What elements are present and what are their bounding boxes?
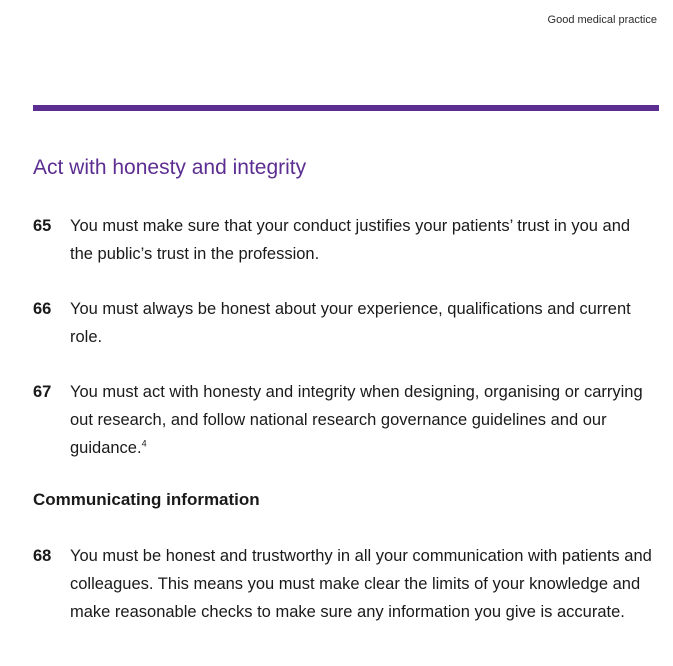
paragraph-66 bbox=[33, 295, 653, 351]
paragraph-text: You must be honest and trustworthy in all your communication with patients and colleagues. This means you must make clear the limits of your knowledge and make reasonable checks to make sure any information you give is accurate. bbox=[70, 547, 652, 621]
paragraph-text: You must always be honest about your experience, qualifications and current role. bbox=[70, 300, 631, 346]
subheading-communicating-information: Communicating information bbox=[33, 490, 260, 509]
paragraph-number: 68 bbox=[33, 547, 52, 565]
paragraph-text-wrapper bbox=[70, 378, 653, 462]
paragraph-text: You must make sure that your conduct justifies your patients’ trust in you and the public’s trust in the profession. bbox=[70, 217, 631, 263]
running-header: Good medical practice bbox=[547, 14, 657, 26]
paragraph-number: 66 bbox=[33, 300, 52, 318]
paragraph-number: 67 bbox=[33, 383, 52, 401]
paragraph-67 bbox=[33, 378, 653, 462]
paragraph-65 bbox=[33, 212, 653, 268]
paragraph-68 bbox=[33, 542, 653, 626]
paragraph-number: 65 bbox=[33, 217, 52, 235]
section-divider bbox=[33, 105, 659, 111]
section-title: Act with honesty and integrity bbox=[33, 156, 307, 179]
footnote-reference[interactable]: 4 bbox=[141, 438, 147, 449]
paragraph-text: You must act with honesty and integrity when designing, organising or carrying out research, and follow national research governance guidelines and our guidance. bbox=[70, 383, 643, 457]
